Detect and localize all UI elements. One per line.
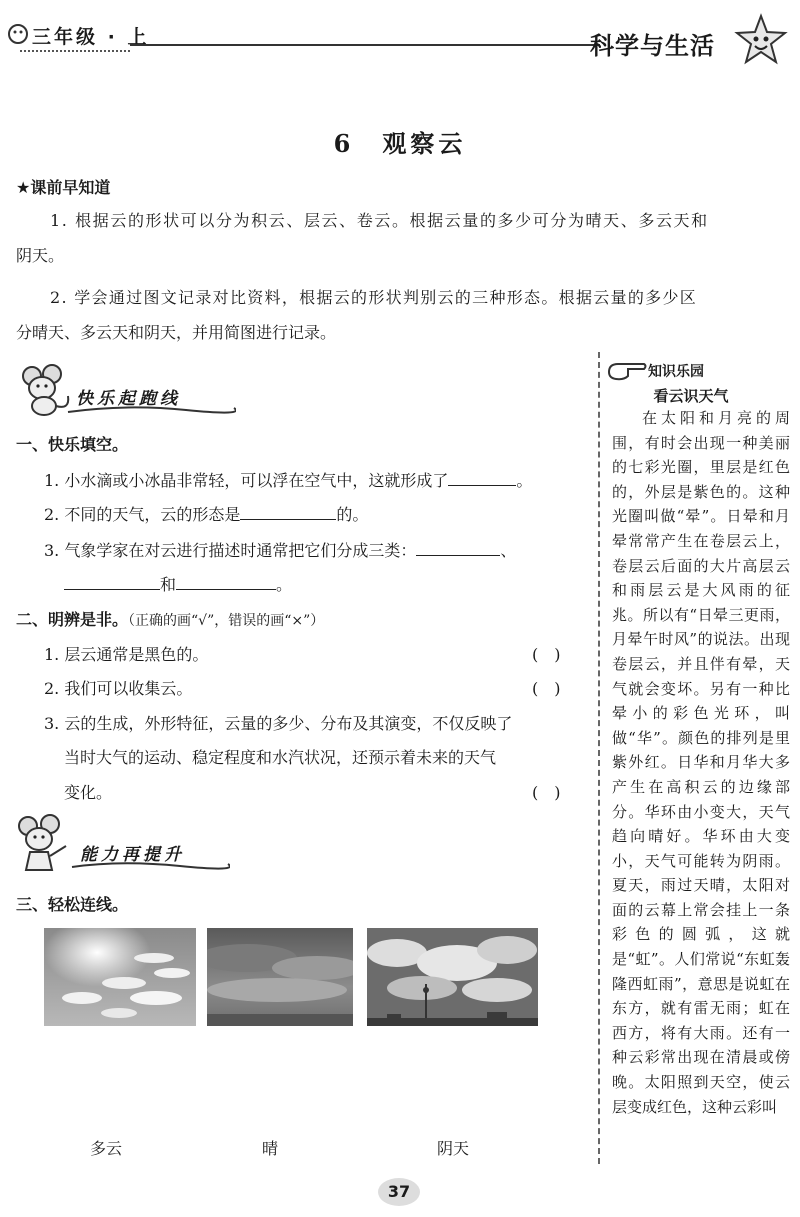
match-heading: 三、轻松连线。 xyxy=(16,895,129,914)
banner-underline-2 xyxy=(70,858,230,872)
banner-happy-start: 快乐起跑线 xyxy=(76,389,181,409)
grade-label: 三年级 · 上 xyxy=(32,26,150,48)
pre-class-p2-line1: 2. 学会通过图文记录对比资料，根据云的形状判别云的三种形态。根据云量的多少区 xyxy=(50,288,698,307)
judge-q3-answer[interactable]: ( ) xyxy=(532,783,561,802)
fill-q1-text: 1. 小水滴或小冰晶非常轻，可以浮在空气中，这就形成了 xyxy=(44,471,449,490)
judge-q2: 2. 我们可以收集云。 xyxy=(44,679,193,698)
sidebar-tag: 知识乐园 xyxy=(648,364,704,380)
judge-q3-line1: 3. 云的生成，外形特征，云量的多少、分布及其演变，不仅反映了 xyxy=(44,714,513,733)
fill-q3-text: 3. 气象学家在对云进行描述时通常把它们分成三类： xyxy=(44,541,417,560)
banner-underline xyxy=(66,402,236,416)
pre-class-p1-line2: 阴天。 xyxy=(16,246,65,265)
pre-class-heading: ★课前早知道 xyxy=(16,178,111,197)
fill-q2 xyxy=(44,502,368,528)
judge-q1: 1. 层云通常是黑色的。 xyxy=(44,645,209,664)
series-title: 科学与生活 xyxy=(590,32,715,60)
match-label-cloudy[interactable]: 多云 xyxy=(90,1139,123,1158)
fill-q1-end: 。 xyxy=(516,471,533,490)
header-rule xyxy=(130,44,600,46)
mouse-mascot-2-icon xyxy=(12,812,74,878)
fill-q3-end: 。 xyxy=(276,575,293,594)
fill-q3-blank-1[interactable] xyxy=(416,541,500,556)
fill-q2-blank[interactable] xyxy=(240,505,336,520)
fill-q1-blank[interactable] xyxy=(448,471,516,486)
photo-overcast-clouds[interactable] xyxy=(207,928,353,1026)
pre-class-p2-line2: 分晴天、多云天和阴天，并用简图进行记录。 xyxy=(16,323,337,342)
match-label-overcast[interactable]: 阴天 xyxy=(437,1139,470,1158)
photo-sunny-clouds[interactable] xyxy=(44,928,196,1026)
pre-class-p1-line1: 1. 根据云的形状可以分为积云、层云、卷云。根据云量的多少可分为晴天、多云天和 xyxy=(50,211,709,230)
header-emblem-icon xyxy=(6,22,30,46)
lesson-title: 6 观察云 xyxy=(333,129,467,158)
sidebar-body: 在太阳和月亮的周围，有时会出现一种美丽的七彩光圈，里层是红色的，外层是紫色的。这种光圈叫做“晕”。日晕和月晕常常产生在卷层云上，卷层云后面的大片高层云和雨层云是大风雨的征兆。所以有“日晕三更雨，月晕午时风”的说法。出现卷层云，并且伴有晕，天气就会变坏。另有一种比晕小的彩色光环，叫做“华”。颜色的排列是里紫外红。日华和月华大多产生在高积云的边缘部分。华环由小变大，天气趋向晴好。华环由大变小，天气可能转为阴雨。夏天，雨过天晴，太阳对面的云幕上常会挂上一条彩色的圆弧，这就是“虹”。人们常说“东虹轰隆西虹雨”，意思是说虹在东方，就有雷无雨；虹在西方，将有大雨。还有一种云彩常出现在清晨或傍晚。太阳照到天空，使云层变成红色，这种云彩叫 xyxy=(612,409,790,1116)
fill-q3 xyxy=(44,538,516,564)
fill-q3-cont xyxy=(64,572,292,598)
judge-q3-line2: 当时大气的运动、稳定程度和水汽状况，还预示着未来的天气 xyxy=(64,748,497,767)
judge-q3-line3: 变化。 xyxy=(64,783,113,802)
judge-heading: 二、明辨是非。 xyxy=(16,610,129,629)
judge-q1-answer[interactable]: ( ) xyxy=(532,645,561,664)
judge-heading-row xyxy=(16,607,324,630)
page-number: 37 xyxy=(387,1182,411,1201)
fill-q2-text: 2. 不同的天气，云的形态是 xyxy=(44,505,241,524)
fill-q3-blank-2[interactable] xyxy=(64,575,160,590)
fill-heading: 一、快乐填空。 xyxy=(16,435,129,454)
fill-q3-blank-3[interactable] xyxy=(176,575,276,590)
star-mascot-icon xyxy=(732,12,790,70)
sidebar-title: 看云识天气 xyxy=(653,387,729,405)
fill-q3-and: 和 xyxy=(160,575,177,594)
header-dotted-rule xyxy=(20,50,130,52)
fill-q3-sep: 、 xyxy=(500,541,517,560)
pointing-hand-icon xyxy=(606,358,648,382)
photo-cloudy-city[interactable] xyxy=(367,928,538,1026)
fill-q1 xyxy=(44,468,532,494)
judge-q2-answer[interactable]: ( ) xyxy=(532,679,561,698)
judge-hint: （正确的画“√”，错误的画“×”） xyxy=(128,613,325,629)
fill-q2-end: 的。 xyxy=(336,505,369,524)
banner-ability-up: 能力再提升 xyxy=(80,845,185,865)
match-label-sunny[interactable]: 晴 xyxy=(262,1139,279,1158)
